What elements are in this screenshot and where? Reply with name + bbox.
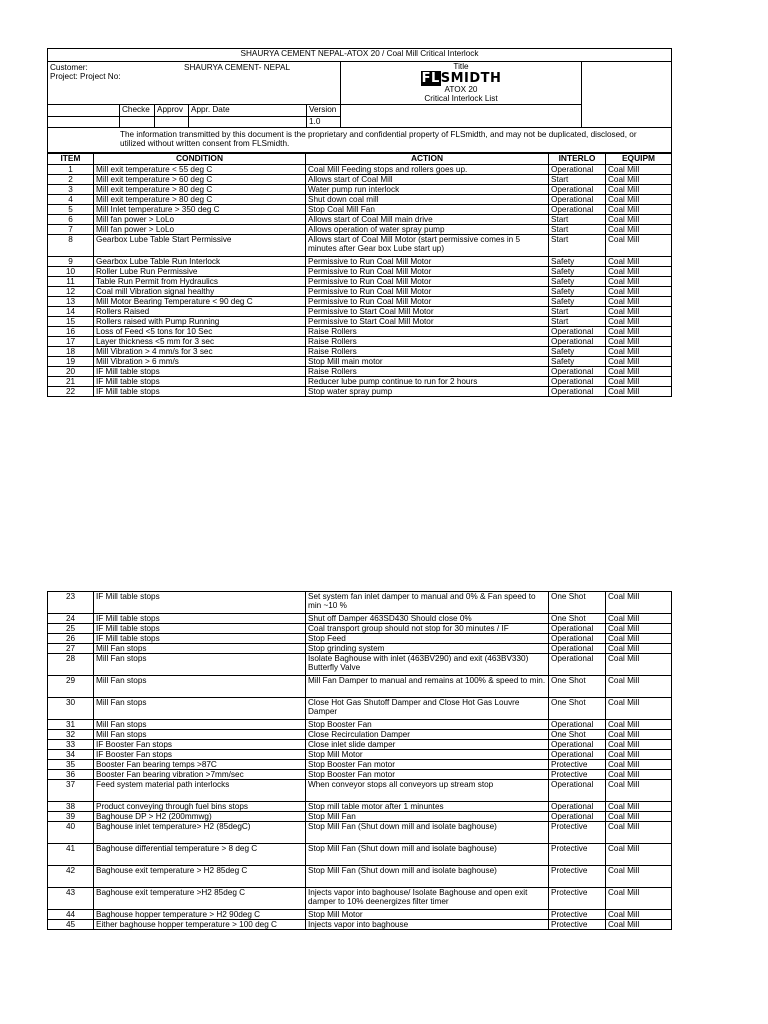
condition-cell: Mill Vibration > 6 mm/s	[94, 357, 306, 367]
equipment-cell: Coal Mill	[606, 614, 672, 624]
table-row	[48, 387, 672, 397]
table-row	[48, 780, 672, 802]
item-cell: 3	[48, 185, 94, 195]
condition-cell: Product conveying through fuel bins stops	[94, 802, 306, 812]
equipment-cell: Coal Mill	[606, 780, 672, 802]
interlock-cell: Protective	[549, 760, 606, 770]
equipment-cell: Coal Mill	[606, 347, 672, 357]
equipment-cell: Coal Mill	[606, 866, 672, 888]
table-row	[48, 297, 672, 307]
equipment-cell: Coal Mill	[606, 267, 672, 277]
action-cell: Coal transport group should not stop for 30 minutes / IF	[306, 624, 549, 634]
item-cell: 28	[48, 654, 94, 676]
action-cell: Shut off Damper 463SD430 Should close 0%	[306, 614, 549, 624]
action-cell: Allows start of Coal Mill Motor (start permissive comes in 5 minutes after Gear box Lube start up)	[306, 235, 549, 257]
condition-cell: IF Mill table stops	[94, 614, 306, 624]
table-row	[48, 740, 672, 750]
item-cell: 17	[48, 337, 94, 347]
equipment-cell: Coal Mill	[606, 592, 672, 614]
table-row	[48, 812, 672, 822]
condition-cell: Baghouse inlet temperature> H2 (85degC)	[94, 822, 306, 844]
customer-label: Customer:	[50, 63, 88, 72]
condition-cell: Mill Inlet temperature > 350 deg C	[94, 205, 306, 215]
table-row	[48, 624, 672, 634]
table-row	[48, 844, 672, 866]
equipment-cell: Coal Mill	[606, 205, 672, 215]
interlock-cell: Operational	[549, 634, 606, 644]
equipment-cell: Coal Mill	[606, 644, 672, 654]
equipment-cell: Coal Mill	[606, 730, 672, 740]
table-row	[48, 888, 672, 910]
interlock-cell: Start	[549, 317, 606, 327]
interlock-cell: Safety	[549, 347, 606, 357]
interlock-table-page-2	[47, 591, 672, 930]
action-cell: Allows operation of water spray pump	[306, 225, 549, 235]
condition-cell: Mill fan power > LoLo	[94, 225, 306, 235]
condition-cell: IF Mill table stops	[94, 624, 306, 634]
interlock-cell: Operational	[549, 644, 606, 654]
action-cell: Reducer lube pump continue to run for 2 hours	[306, 377, 549, 387]
equipment-cell: Coal Mill	[606, 822, 672, 844]
condition-cell: Mill exit temperature > 80 deg C	[94, 195, 306, 205]
item-cell: 19	[48, 357, 94, 367]
interlock-cell: Safety	[549, 267, 606, 277]
condition-cell: IF Booster Fan stops	[94, 740, 306, 750]
customer-block	[48, 62, 341, 105]
table-row	[48, 377, 672, 387]
action-cell: Mill Fan Damper to manual and remains at 100% & speed to min.	[306, 676, 549, 698]
condition-cell: Gearbox Lube Table Run Interlock	[94, 257, 306, 267]
table-row	[48, 676, 672, 698]
table-row	[48, 195, 672, 205]
equipment-cell: Coal Mill	[606, 357, 672, 367]
action-cell: Stop Feed	[306, 634, 549, 644]
interlock-cell: Protective	[549, 910, 606, 920]
condition-cell: Either baghouse hopper temperature > 100 deg C	[94, 920, 306, 930]
item-cell: 23	[48, 592, 94, 614]
col-header-condition: CONDITION	[94, 154, 306, 165]
equipment-cell: Coal Mill	[606, 317, 672, 327]
col-header-equipment: EQUIPM	[606, 154, 672, 165]
table-row	[48, 327, 672, 337]
action-cell: Raise Rollers	[306, 337, 549, 347]
interlock-cell: Operational	[549, 740, 606, 750]
item-cell: 33	[48, 740, 94, 750]
action-cell: Stop mill table motor after 1 minuntes	[306, 802, 549, 812]
interlock-cell: One Shot	[549, 614, 606, 624]
table-row	[48, 654, 672, 676]
interlock-cell: Protective	[549, 822, 606, 844]
equipment-cell: Coal Mill	[606, 812, 672, 822]
interlock-cell: Protective	[549, 770, 606, 780]
item-cell: 13	[48, 297, 94, 307]
interlock-cell: Operational	[549, 654, 606, 676]
action-cell: Stop Mill main motor	[306, 357, 549, 367]
interlock-cell: Operational	[549, 337, 606, 347]
table-row	[48, 307, 672, 317]
equipment-cell: Coal Mill	[606, 760, 672, 770]
equipment-cell: Coal Mill	[606, 740, 672, 750]
table-row	[48, 634, 672, 644]
condition-cell: Mill Fan stops	[94, 654, 306, 676]
action-cell: Permissive to Start Coal Mill Motor	[306, 317, 549, 327]
equipment-cell: Coal Mill	[606, 277, 672, 287]
condition-cell: IF Booster Fan stops	[94, 750, 306, 760]
condition-cell: IF Mill table stops	[94, 377, 306, 387]
action-cell: Injects vapor into baghouse	[306, 920, 549, 930]
table-row	[48, 185, 672, 195]
condition-cell: Rollers Raised	[94, 307, 306, 317]
document-page-2	[47, 591, 671, 930]
table-row	[48, 920, 672, 930]
title-label: Title	[453, 62, 469, 71]
equipment-cell: Coal Mill	[606, 770, 672, 780]
col-header-item: ITEM	[48, 154, 94, 165]
interlock-cell: Operational	[549, 205, 606, 215]
action-cell: Stop grinding system	[306, 644, 549, 654]
interlock-cell: Operational	[549, 812, 606, 822]
equipment-cell: Coal Mill	[606, 225, 672, 235]
action-cell: Close Recirculation Damper	[306, 730, 549, 740]
item-cell: 9	[48, 257, 94, 267]
action-cell: Allows start of Coal Mill main drive	[306, 215, 549, 225]
item-cell: 45	[48, 920, 94, 930]
table-row	[48, 614, 672, 624]
equipment-cell: Coal Mill	[606, 387, 672, 397]
action-cell: Permissive to Run Coal Mill Motor	[306, 257, 549, 267]
interlock-cell: Start	[549, 215, 606, 225]
action-cell: Close inlet slide damper	[306, 740, 549, 750]
interlock-cell: Operational	[549, 377, 606, 387]
col-header-interlock: INTERLO	[549, 154, 606, 165]
item-cell: 39	[48, 812, 94, 822]
interlock-cell: Operational	[549, 750, 606, 760]
equipment-cell: Coal Mill	[606, 195, 672, 205]
item-cell: 31	[48, 720, 94, 730]
equipment-cell: Coal Mill	[606, 920, 672, 930]
action-cell: Stop Mill Motor	[306, 750, 549, 760]
equipment-cell: Coal Mill	[606, 367, 672, 377]
equipment-cell: Coal Mill	[606, 750, 672, 760]
interlock-cell: Protective	[549, 844, 606, 866]
table-row	[48, 802, 672, 812]
action-cell: Permissive to Run Coal Mill Motor	[306, 297, 549, 307]
item-cell: 44	[48, 910, 94, 920]
table-row	[48, 698, 672, 720]
confidentiality-notice: The information transmitted by this document is the proprietary and confidential property of FLSmidth, and may not be duplicated, disclosed, or utilized without written consent from FLSmidth.	[48, 128, 672, 153]
action-cell: Stop Coal Mill Fan	[306, 205, 549, 215]
condition-cell: Mill Vibration > 4 mm/s for 3 sec	[94, 347, 306, 357]
condition-cell: Feed system material path interlocks	[94, 780, 306, 802]
action-cell: Stop Mill Fan (Shut down mill and isolate baghouse)	[306, 844, 549, 866]
equipment-cell: Coal Mill	[606, 888, 672, 910]
condition-cell: Mill exit temperature > 80 deg C	[94, 185, 306, 195]
condition-cell: Baghouse hopper temperature > H2 90deg C	[94, 910, 306, 920]
interlock-cell: Safety	[549, 277, 606, 287]
interlock-cell: Protective	[549, 888, 606, 910]
interlock-cell: Operational	[549, 195, 606, 205]
version-value: 1.0	[307, 117, 341, 128]
table-row	[48, 337, 672, 347]
doc-title-2: Critical Interlock List	[424, 94, 498, 103]
interlock-cell: Operational	[549, 387, 606, 397]
equipment-cell: Coal Mill	[606, 337, 672, 347]
interlock-cell: One Shot	[549, 592, 606, 614]
item-cell: 22	[48, 387, 94, 397]
equipment-cell: Coal Mill	[606, 676, 672, 698]
interlock-cell: One Shot	[549, 730, 606, 740]
condition-cell: IF Mill table stops	[94, 387, 306, 397]
checked-label: Checke	[120, 105, 155, 117]
item-cell: 12	[48, 287, 94, 297]
interlock-cell: Safety	[549, 297, 606, 307]
condition-cell: Mill fan power > LoLo	[94, 215, 306, 225]
action-cell: When conveyor stops all conveyors up stream stop	[306, 780, 549, 802]
action-cell: Close Hot Gas Shutoff Damper and Close Hot Gas Louvre Damper	[306, 698, 549, 720]
condition-cell: Baghouse exit temperature > H2 85deg C	[94, 866, 306, 888]
equipment-cell: Coal Mill	[606, 327, 672, 337]
equipment-cell: Coal Mill	[606, 802, 672, 812]
item-cell: 18	[48, 347, 94, 357]
condition-cell: Gearbox Lube Table Start Permissive	[94, 235, 306, 257]
version-label: Version	[307, 105, 341, 117]
action-cell: Stop Mill Fan (Shut down mill and isolate baghouse)	[306, 822, 549, 844]
table-row	[48, 730, 672, 740]
interlock-cell: Start	[549, 225, 606, 235]
action-cell: Permissive to Run Coal Mill Motor	[306, 267, 549, 277]
condition-cell: IF Mill table stops	[94, 634, 306, 644]
interlock-cell: Operational	[549, 367, 606, 377]
item-cell: 21	[48, 377, 94, 387]
condition-cell: Mill Fan stops	[94, 698, 306, 720]
item-cell: 41	[48, 844, 94, 866]
interlock-cell: Operational	[549, 802, 606, 812]
interlock-cell: Operational	[549, 720, 606, 730]
item-cell: 36	[48, 770, 94, 780]
table-row	[48, 760, 672, 770]
table-row	[48, 225, 672, 235]
action-cell: Permissive to Run Coal Mill Motor	[306, 287, 549, 297]
item-cell: 37	[48, 780, 94, 802]
item-cell: 26	[48, 634, 94, 644]
item-cell: 40	[48, 822, 94, 844]
action-cell: Stop Booster Fan motor	[306, 760, 549, 770]
item-cell: 16	[48, 327, 94, 337]
condition-cell: Loss of Feed <5 tons for 10 Sec	[94, 327, 306, 337]
table-row	[48, 215, 672, 225]
condition-cell: Mill exit temperature > 60 deg C	[94, 175, 306, 185]
equipment-cell: Coal Mill	[606, 165, 672, 175]
action-cell: Injects vapor into baghouse/ Isolate Baghouse and open exit damper to 10% deenergizes filter timer	[306, 888, 549, 910]
action-cell: Set system fan inlet damper to manual and 0% & Fan speed to min ~10 %	[306, 592, 549, 614]
interlock-cell: Safety	[549, 357, 606, 367]
item-cell: 1	[48, 165, 94, 175]
interlock-cell: One Shot	[549, 698, 606, 720]
item-cell: 27	[48, 644, 94, 654]
table-row	[48, 347, 672, 357]
interlock-cell: Start	[549, 307, 606, 317]
action-cell: Shut down coal mill	[306, 195, 549, 205]
action-cell: Allows start of Coal Mill	[306, 175, 549, 185]
action-cell: Stop Mill Fan	[306, 812, 549, 822]
interlock-cell: Operational	[549, 780, 606, 802]
action-cell: Water pump run interlock	[306, 185, 549, 195]
table-row	[48, 770, 672, 780]
interlock-cell: Operational	[549, 624, 606, 634]
item-cell: 30	[48, 698, 94, 720]
table-row	[48, 822, 672, 844]
equipment-cell: Coal Mill	[606, 287, 672, 297]
equipment-cell: Coal Mill	[606, 297, 672, 307]
action-cell: Stop Booster Fan motor	[306, 770, 549, 780]
equipment-cell: Coal Mill	[606, 307, 672, 317]
item-cell: 20	[48, 367, 94, 377]
table-row	[48, 317, 672, 327]
table-row	[48, 720, 672, 730]
condition-cell: IF Mill table stops	[94, 592, 306, 614]
equipment-cell: Coal Mill	[606, 235, 672, 257]
equipment-cell: Coal Mill	[606, 910, 672, 920]
item-cell: 2	[48, 175, 94, 185]
condition-cell: Mill Fan stops	[94, 644, 306, 654]
interlock-cell: Start	[549, 175, 606, 185]
condition-cell: IF Mill table stops	[94, 367, 306, 377]
item-cell: 5	[48, 205, 94, 215]
interlock-table-page-1	[47, 153, 672, 397]
table-row	[48, 644, 672, 654]
action-cell: Raise Rollers	[306, 347, 549, 357]
equipment-cell: Coal Mill	[606, 844, 672, 866]
condition-cell: Table Run Permit from Hydraulics	[94, 277, 306, 287]
col-header-action: ACTION	[306, 154, 549, 165]
item-cell: 11	[48, 277, 94, 287]
condition-cell: Booster Fan bearing temps >87C	[94, 760, 306, 770]
equipment-cell: Coal Mill	[606, 257, 672, 267]
interlock-cell: Operational	[549, 185, 606, 195]
item-cell: 35	[48, 760, 94, 770]
table-row	[48, 235, 672, 257]
item-cell: 6	[48, 215, 94, 225]
table-row	[48, 367, 672, 377]
table-row	[48, 277, 672, 287]
equipment-cell: Coal Mill	[606, 634, 672, 644]
document-page-1	[47, 48, 671, 397]
project-label: Project: Project No:	[50, 72, 121, 81]
equipment-cell: Coal Mill	[606, 720, 672, 730]
interlock-cell: Safety	[549, 287, 606, 297]
item-cell: 10	[48, 267, 94, 277]
action-cell: Stop Booster Fan	[306, 720, 549, 730]
item-cell: 38	[48, 802, 94, 812]
table-row	[48, 357, 672, 367]
table-row	[48, 866, 672, 888]
table-row	[48, 750, 672, 760]
action-cell: Coal Mill Feeding stops and rollers goes up.	[306, 165, 549, 175]
action-cell: Isolate Baghouse with inlet (463BV290) and exit (463BV330) Butterfly Valve	[306, 654, 549, 676]
item-cell: 24	[48, 614, 94, 624]
item-cell: 4	[48, 195, 94, 205]
item-cell: 25	[48, 624, 94, 634]
blank-cell	[582, 62, 672, 128]
condition-cell: Rollers raised with Pump Running	[94, 317, 306, 327]
equipment-cell: Coal Mill	[606, 175, 672, 185]
interlock-cell: Start	[549, 235, 606, 257]
condition-cell: Mill Fan stops	[94, 676, 306, 698]
interlock-cell: Safety	[549, 257, 606, 267]
item-cell: 15	[48, 317, 94, 327]
action-cell: Stop water spray pump	[306, 387, 549, 397]
document-heading: SHAURYA CEMENT NEPAL-ATOX 20 / Coal Mill Critical Interlock	[48, 49, 672, 62]
item-cell: 7	[48, 225, 94, 235]
condition-cell: Layer thickness <5 mm for 3 sec	[94, 337, 306, 347]
table-row	[48, 257, 672, 267]
equipment-cell: Coal Mill	[606, 654, 672, 676]
appr-date-label: Appr. Date	[189, 105, 307, 117]
condition-cell: Coal mill Vibration signal healthy	[94, 287, 306, 297]
condition-cell: Mill exit temperature < 55 deg C	[94, 165, 306, 175]
equipment-cell: Coal Mill	[606, 698, 672, 720]
action-cell: Raise Rollers	[306, 327, 549, 337]
title-cell	[341, 62, 582, 105]
interlock-cell: Protective	[549, 920, 606, 930]
interlock-cell: Operational	[549, 165, 606, 175]
condition-cell: Mill Fan stops	[94, 730, 306, 740]
item-cell: 14	[48, 307, 94, 317]
condition-cell: Roller Lube Run Permissive	[94, 267, 306, 277]
interlock-cell: Protective	[549, 866, 606, 888]
interlock-cell: One Shot	[549, 676, 606, 698]
customer-value: SHAURYA CEMENT- NEPAL	[184, 63, 291, 72]
table-row	[48, 910, 672, 920]
action-cell: Stop Mill Motor	[306, 910, 549, 920]
flsmidth-logo: FLSMIDTH	[421, 71, 502, 86]
table-row	[48, 267, 672, 277]
table-row	[48, 175, 672, 185]
equipment-cell: Coal Mill	[606, 624, 672, 634]
title-block	[47, 48, 672, 153]
item-cell: 42	[48, 866, 94, 888]
equipment-cell: Coal Mill	[606, 377, 672, 387]
item-cell: 29	[48, 676, 94, 698]
equipment-cell: Coal Mill	[606, 185, 672, 195]
item-cell: 34	[48, 750, 94, 760]
condition-cell: Mill Motor Bearing Temperature < 90 deg C	[94, 297, 306, 307]
condition-cell: Baghouse exit temperature >H2 85deg C	[94, 888, 306, 910]
doc-title-1: ATOX 20	[444, 85, 478, 94]
action-cell: Raise Rollers	[306, 367, 549, 377]
item-cell: 8	[48, 235, 94, 257]
approved-label: Approv	[155, 105, 189, 117]
item-cell: 32	[48, 730, 94, 740]
condition-cell: Mill Fan stops	[94, 720, 306, 730]
action-cell: Permissive to Start Coal Mill Motor	[306, 307, 549, 317]
condition-cell: Baghouse differential temperature > 8 deg C	[94, 844, 306, 866]
table-row	[48, 287, 672, 297]
table-row	[48, 592, 672, 614]
interlock-cell: Operational	[549, 327, 606, 337]
condition-cell: Booster Fan bearing vibration >7mm/sec	[94, 770, 306, 780]
condition-cell: Baghouse DP > H2 (200mmwg)	[94, 812, 306, 822]
equipment-cell: Coal Mill	[606, 215, 672, 225]
table-row	[48, 165, 672, 175]
table-row	[48, 205, 672, 215]
action-cell: Permissive to Run Coal Mill Motor	[306, 277, 549, 287]
action-cell: Stop Mill Fan (Shut down mill and isolate baghouse)	[306, 866, 549, 888]
item-cell: 43	[48, 888, 94, 910]
